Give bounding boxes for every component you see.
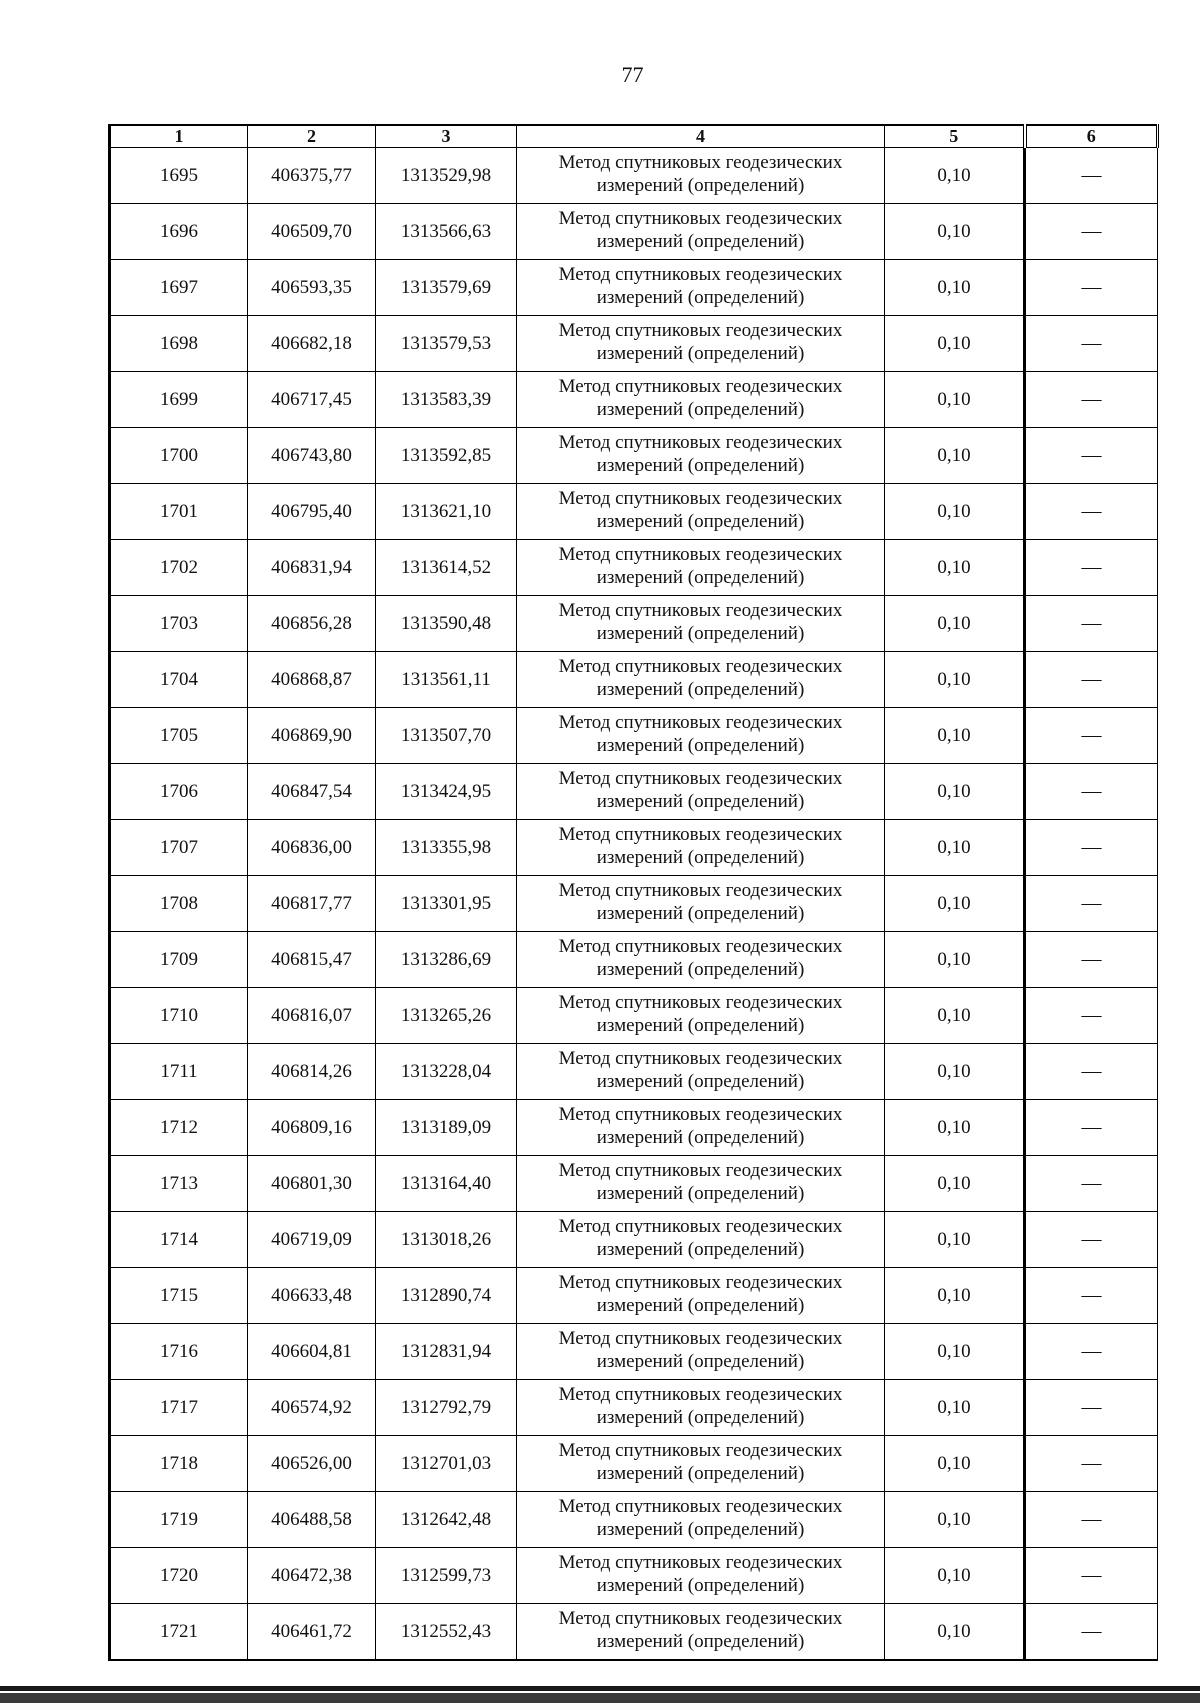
- accuracy-cell: 0,10: [885, 764, 1025, 820]
- empty-dash: —: [1081, 612, 1102, 634]
- accuracy-cell: 0,10: [885, 1324, 1025, 1380]
- empty-dash: —: [1081, 1172, 1102, 1194]
- method-text-line-2: измерений (определений): [596, 1574, 805, 1596]
- table-row: [110, 1212, 1158, 1268]
- method-text-line-1: Метод спутниковых геодезических: [558, 543, 843, 565]
- method-cell: [517, 540, 885, 596]
- table-row: [110, 540, 1158, 596]
- point-number-cell: 1719: [110, 1492, 248, 1548]
- method-cell: [517, 260, 885, 316]
- coordinate-x-cell: 406816,07: [248, 988, 376, 1044]
- description-cell: [1025, 1212, 1158, 1268]
- coordinate-y-cell: 1312552,43: [376, 1604, 517, 1661]
- accuracy-cell: 0,10: [885, 932, 1025, 988]
- description-cell: [1025, 372, 1158, 428]
- coordinate-y-cell: 1312890,74: [376, 1268, 517, 1324]
- method-text-line-2: измерений (определений): [596, 1182, 805, 1204]
- coordinate-x-cell: 406814,26: [248, 1044, 376, 1100]
- point-number-cell: 1707: [110, 820, 248, 876]
- method-text-line-1: Метод спутниковых геодезических: [558, 1607, 843, 1629]
- method-text-line-1: Метод спутниковых геодезических: [558, 1551, 843, 1573]
- table-row: [110, 204, 1158, 260]
- coordinate-y-cell: 1313590,48: [376, 596, 517, 652]
- header-row: [110, 125, 1158, 148]
- description-cell: [1025, 484, 1158, 540]
- description-cell: [1025, 428, 1158, 484]
- coordinate-x-cell: 406574,92: [248, 1380, 376, 1436]
- coordinate-x-cell: 406509,70: [248, 204, 376, 260]
- method-cell: [517, 1548, 885, 1604]
- coordinate-y-cell: 1313355,98: [376, 820, 517, 876]
- point-number-cell: 1714: [110, 1212, 248, 1268]
- accuracy-cell: 0,10: [885, 1436, 1025, 1492]
- table-row: [110, 876, 1158, 932]
- accuracy-cell: 0,10: [885, 596, 1025, 652]
- method-text-line-1: Метод спутниковых геодезических: [558, 1103, 843, 1125]
- method-text-line-1: Метод спутниковых геодезических: [558, 1383, 843, 1405]
- accuracy-cell: 0,10: [885, 876, 1025, 932]
- accuracy-cell: 0,10: [885, 1604, 1025, 1661]
- description-cell: [1025, 596, 1158, 652]
- method-text-line-1: Метод спутниковых геодезических: [558, 319, 843, 341]
- table-row: [110, 1156, 1158, 1212]
- method-text-line-2: измерений (определений): [596, 398, 805, 420]
- description-cell: [1025, 1044, 1158, 1100]
- coordinates-table: [108, 124, 1159, 1661]
- description-cell: [1025, 1268, 1158, 1324]
- description-cell: [1025, 1492, 1158, 1548]
- description-cell: [1025, 1604, 1158, 1661]
- method-text-line-1: Метод спутниковых геодезических: [558, 1327, 843, 1349]
- method-cell: [517, 484, 885, 540]
- description-cell: [1025, 1324, 1158, 1380]
- table-row: [110, 260, 1158, 316]
- method-text-line-2: измерений (определений): [596, 454, 805, 476]
- empty-dash: —: [1081, 668, 1102, 690]
- coordinate-y-cell: 1313286,69: [376, 932, 517, 988]
- table-row: [110, 1604, 1158, 1661]
- coordinate-y-cell: 1313579,69: [376, 260, 517, 316]
- coordinate-x-cell: 406831,94: [248, 540, 376, 596]
- coordinate-y-cell: 1313018,26: [376, 1212, 517, 1268]
- table-row: [110, 1548, 1158, 1604]
- method-cell: [517, 1212, 885, 1268]
- method-text-line-1: Метод спутниковых геодезических: [558, 1439, 843, 1461]
- method-cell: [517, 1380, 885, 1436]
- empty-dash: —: [1081, 220, 1102, 242]
- coordinate-y-cell: 1312701,03: [376, 1436, 517, 1492]
- table-row: [110, 988, 1158, 1044]
- empty-dash: —: [1081, 1340, 1102, 1362]
- accuracy-cell: 0,10: [885, 316, 1025, 372]
- table-row: [110, 1436, 1158, 1492]
- method-text-line-1: Метод спутниковых геодезических: [558, 375, 843, 397]
- empty-dash: —: [1081, 948, 1102, 970]
- coordinate-y-cell: 1313614,52: [376, 540, 517, 596]
- coordinate-x-cell: 406472,38: [248, 1548, 376, 1604]
- accuracy-cell: 0,10: [885, 148, 1025, 204]
- method-cell: [517, 1436, 885, 1492]
- description-cell: [1025, 1380, 1158, 1436]
- method-text-line-1: Метод спутниковых геодезических: [558, 1495, 843, 1517]
- method-text-line-2: измерений (определений): [596, 734, 805, 756]
- method-text-line-1: Метод спутниковых геодезических: [558, 711, 843, 733]
- table-row: [110, 932, 1158, 988]
- coordinate-y-cell: 1313301,95: [376, 876, 517, 932]
- method-text-line-2: измерений (определений): [596, 790, 805, 812]
- empty-dash: —: [1081, 1004, 1102, 1026]
- table-row: [110, 148, 1158, 204]
- method-text-line-1: Метод спутниковых геодезических: [558, 1159, 843, 1181]
- table-row: [110, 484, 1158, 540]
- coordinate-y-cell: 1313529,98: [376, 148, 517, 204]
- point-number-cell: 1699: [110, 372, 248, 428]
- point-number-cell: 1704: [110, 652, 248, 708]
- coordinate-x-cell: 406375,77: [248, 148, 376, 204]
- coordinate-x-cell: 406795,40: [248, 484, 376, 540]
- method-cell: [517, 372, 885, 428]
- table-header: [110, 125, 1158, 148]
- coordinate-y-cell: 1313592,85: [376, 428, 517, 484]
- coordinate-y-cell: 1313507,70: [376, 708, 517, 764]
- method-text-line-2: измерений (определений): [596, 1126, 805, 1148]
- point-number-cell: 1715: [110, 1268, 248, 1324]
- coordinate-x-cell: 406868,87: [248, 652, 376, 708]
- method-cell: [517, 932, 885, 988]
- coordinate-x-cell: 406682,18: [248, 316, 376, 372]
- table-row: [110, 652, 1158, 708]
- method-text-line-1: Метод спутниковых геодезических: [558, 767, 843, 789]
- method-text-line-2: измерений (определений): [596, 1294, 805, 1316]
- description-cell: [1025, 1548, 1158, 1604]
- method-text-line-2: измерений (определений): [596, 1014, 805, 1036]
- coordinate-x-cell: 406847,54: [248, 764, 376, 820]
- empty-dash: —: [1081, 836, 1102, 858]
- empty-dash: —: [1081, 276, 1102, 298]
- accuracy-cell: 0,10: [885, 260, 1025, 316]
- coordinate-y-cell: 1313579,53: [376, 316, 517, 372]
- table-row: [110, 1324, 1158, 1380]
- point-number-cell: 1711: [110, 1044, 248, 1100]
- method-cell: [517, 1156, 885, 1212]
- coordinate-y-cell: 1313164,40: [376, 1156, 517, 1212]
- coordinate-x-cell: 406593,35: [248, 260, 376, 316]
- method-text-line-1: Метод спутниковых геодезических: [558, 207, 843, 229]
- point-number-cell: 1709: [110, 932, 248, 988]
- coordinate-x-cell: 406461,72: [248, 1604, 376, 1661]
- table-row: [110, 1492, 1158, 1548]
- coordinate-x-cell: 406526,00: [248, 1436, 376, 1492]
- empty-dash: —: [1081, 1508, 1102, 1530]
- method-text-line-2: измерений (определений): [596, 1350, 805, 1372]
- empty-dash: —: [1081, 332, 1102, 354]
- header-col-3: 3: [376, 125, 517, 148]
- coordinate-y-cell: 1313621,10: [376, 484, 517, 540]
- point-number-cell: 1700: [110, 428, 248, 484]
- point-number-cell: 1718: [110, 1436, 248, 1492]
- point-number-cell: 1701: [110, 484, 248, 540]
- table-row: [110, 428, 1158, 484]
- empty-dash: —: [1081, 556, 1102, 578]
- method-cell: [517, 596, 885, 652]
- method-text-line-1: Метод спутниковых геодезических: [558, 1047, 843, 1069]
- method-cell: [517, 204, 885, 260]
- empty-dash: —: [1081, 164, 1102, 186]
- header-col-6: 6: [1025, 125, 1158, 148]
- method-text-line-1: Метод спутниковых геодезических: [558, 151, 843, 173]
- empty-dash: —: [1081, 444, 1102, 466]
- method-cell: [517, 1100, 885, 1156]
- method-text-line-2: измерений (определений): [596, 1070, 805, 1092]
- description-cell: [1025, 988, 1158, 1044]
- accuracy-cell: 0,10: [885, 540, 1025, 596]
- scan-edge-line: [0, 1686, 1200, 1691]
- method-text-line-2: измерений (определений): [596, 566, 805, 588]
- method-text-line-2: измерений (определений): [596, 622, 805, 644]
- point-number-cell: 1702: [110, 540, 248, 596]
- empty-dash: —: [1081, 780, 1102, 802]
- point-number-cell: 1703: [110, 596, 248, 652]
- method-cell: [517, 1492, 885, 1548]
- coordinate-y-cell: 1313189,09: [376, 1100, 517, 1156]
- coordinate-x-cell: 406604,81: [248, 1324, 376, 1380]
- accuracy-cell: 0,10: [885, 1100, 1025, 1156]
- method-cell: [517, 708, 885, 764]
- method-text-line-1: Метод спутниковых геодезических: [558, 263, 843, 285]
- method-text-line-2: измерений (определений): [596, 286, 805, 308]
- point-number-cell: 1708: [110, 876, 248, 932]
- point-number-cell: 1721: [110, 1604, 248, 1661]
- method-cell: [517, 148, 885, 204]
- header-col-5: 5: [885, 125, 1025, 148]
- point-number-cell: 1705: [110, 708, 248, 764]
- method-text-line-1: Метод спутниковых геодезических: [558, 879, 843, 901]
- table-row: [110, 316, 1158, 372]
- accuracy-cell: 0,10: [885, 708, 1025, 764]
- method-text-line-1: Метод спутниковых геодезических: [558, 431, 843, 453]
- accuracy-cell: 0,10: [885, 1268, 1025, 1324]
- table-row: [110, 596, 1158, 652]
- method-text-line-2: измерений (определений): [596, 678, 805, 700]
- point-number-cell: 1697: [110, 260, 248, 316]
- point-number-cell: 1696: [110, 204, 248, 260]
- coordinate-y-cell: 1312792,79: [376, 1380, 517, 1436]
- accuracy-cell: 0,10: [885, 204, 1025, 260]
- method-cell: [517, 876, 885, 932]
- method-text-line-2: измерений (определений): [596, 174, 805, 196]
- accuracy-cell: 0,10: [885, 820, 1025, 876]
- method-text-line-1: Метод спутниковых геодезических: [558, 599, 843, 621]
- point-number-cell: 1717: [110, 1380, 248, 1436]
- method-text-line-2: измерений (определений): [596, 1238, 805, 1260]
- accuracy-cell: 0,10: [885, 652, 1025, 708]
- table-row: [110, 820, 1158, 876]
- method-cell: [517, 316, 885, 372]
- method-text-line-1: Метод спутниковых геодезических: [558, 487, 843, 509]
- method-cell: [517, 764, 885, 820]
- scan-edge-band: [0, 1693, 1200, 1703]
- coordinate-x-cell: 406633,48: [248, 1268, 376, 1324]
- method-cell: [517, 988, 885, 1044]
- description-cell: [1025, 204, 1158, 260]
- coordinate-x-cell: 406815,47: [248, 932, 376, 988]
- description-cell: [1025, 764, 1158, 820]
- method-text-line-2: измерений (определений): [596, 510, 805, 532]
- empty-dash: —: [1081, 1452, 1102, 1474]
- point-number-cell: 1706: [110, 764, 248, 820]
- coordinate-x-cell: 406869,90: [248, 708, 376, 764]
- point-number-cell: 1710: [110, 988, 248, 1044]
- coordinate-x-cell: 406719,09: [248, 1212, 376, 1268]
- coordinate-x-cell: 406743,80: [248, 428, 376, 484]
- empty-dash: —: [1081, 1116, 1102, 1138]
- empty-dash: —: [1081, 1228, 1102, 1250]
- table-row: [110, 1044, 1158, 1100]
- page-number: 77: [621, 62, 644, 87]
- method-text-line-2: измерений (определений): [596, 902, 805, 924]
- point-number-cell: 1716: [110, 1324, 248, 1380]
- method-cell: [517, 1604, 885, 1661]
- coordinate-x-cell: 406836,00: [248, 820, 376, 876]
- description-cell: [1025, 876, 1158, 932]
- coordinate-y-cell: 1312599,73: [376, 1548, 517, 1604]
- method-text-line-1: Метод спутниковых геодезических: [558, 1215, 843, 1237]
- point-number-cell: 1712: [110, 1100, 248, 1156]
- description-cell: [1025, 1156, 1158, 1212]
- description-cell: [1025, 1100, 1158, 1156]
- header-col-1: 1: [110, 125, 248, 148]
- table-row: [110, 1380, 1158, 1436]
- coordinate-x-cell: 406856,28: [248, 596, 376, 652]
- empty-dash: —: [1081, 892, 1102, 914]
- table-row: [110, 1268, 1158, 1324]
- table-row: [110, 372, 1158, 428]
- accuracy-cell: 0,10: [885, 1156, 1025, 1212]
- method-cell: [517, 1044, 885, 1100]
- empty-dash: —: [1081, 1060, 1102, 1082]
- point-number-cell: 1713: [110, 1156, 248, 1212]
- coordinate-y-cell: 1313228,04: [376, 1044, 517, 1100]
- accuracy-cell: 0,10: [885, 988, 1025, 1044]
- point-number-cell: 1698: [110, 316, 248, 372]
- table-row: [110, 1100, 1158, 1156]
- method-text-line-2: измерений (определений): [596, 1630, 805, 1652]
- empty-dash: —: [1081, 1564, 1102, 1586]
- table-row: [110, 708, 1158, 764]
- method-text-line-1: Метод спутниковых геодезических: [558, 823, 843, 845]
- coordinate-x-cell: 406809,16: [248, 1100, 376, 1156]
- coordinate-y-cell: 1312831,94: [376, 1324, 517, 1380]
- description-cell: [1025, 652, 1158, 708]
- description-cell: [1025, 932, 1158, 988]
- accuracy-cell: 0,10: [885, 1380, 1025, 1436]
- method-text-line-2: измерений (определений): [596, 230, 805, 252]
- coordinate-y-cell: 1312642,48: [376, 1492, 517, 1548]
- point-number-cell: 1695: [110, 148, 248, 204]
- point-number-cell: 1720: [110, 1548, 248, 1604]
- coordinate-x-cell: 406717,45: [248, 372, 376, 428]
- accuracy-cell: 0,10: [885, 428, 1025, 484]
- description-cell: [1025, 148, 1158, 204]
- accuracy-cell: 0,10: [885, 1492, 1025, 1548]
- description-cell: [1025, 260, 1158, 316]
- table-body: [110, 148, 1158, 1661]
- table-row: [110, 764, 1158, 820]
- empty-dash: —: [1081, 1620, 1102, 1642]
- method-cell: [517, 428, 885, 484]
- description-cell: [1025, 708, 1158, 764]
- coordinate-x-cell: 406488,58: [248, 1492, 376, 1548]
- header-col-2: 2: [248, 125, 376, 148]
- coordinate-x-cell: 406801,30: [248, 1156, 376, 1212]
- method-text-line-2: измерений (определений): [596, 1462, 805, 1484]
- empty-dash: —: [1081, 500, 1102, 522]
- method-text-line-2: измерений (определений): [596, 958, 805, 980]
- method-cell: [517, 820, 885, 876]
- coordinate-y-cell: 1313424,95: [376, 764, 517, 820]
- accuracy-cell: 0,10: [885, 484, 1025, 540]
- method-cell: [517, 1324, 885, 1380]
- coordinate-y-cell: 1313265,26: [376, 988, 517, 1044]
- description-cell: [1025, 316, 1158, 372]
- coordinate-y-cell: 1313566,63: [376, 204, 517, 260]
- description-cell: [1025, 540, 1158, 596]
- accuracy-cell: 0,10: [885, 1548, 1025, 1604]
- accuracy-cell: 0,10: [885, 1044, 1025, 1100]
- method-cell: [517, 1268, 885, 1324]
- method-text-line-1: Метод спутниковых геодезических: [558, 991, 843, 1013]
- header-col-4: 4: [517, 125, 885, 148]
- method-text-line-2: измерений (определений): [596, 846, 805, 868]
- coordinate-y-cell: 1313583,39: [376, 372, 517, 428]
- empty-dash: —: [1081, 1284, 1102, 1306]
- description-cell: [1025, 820, 1158, 876]
- empty-dash: —: [1081, 1396, 1102, 1418]
- accuracy-cell: 0,10: [885, 1212, 1025, 1268]
- method-cell: [517, 652, 885, 708]
- method-text-line-1: Метод спутниковых геодезических: [558, 655, 843, 677]
- method-text-line-1: Метод спутниковых геодезических: [558, 935, 843, 957]
- method-text-line-2: измерений (определений): [596, 1518, 805, 1540]
- method-text-line-2: измерений (определений): [596, 342, 805, 364]
- method-text-line-1: Метод спутниковых геодезических: [558, 1271, 843, 1293]
- empty-dash: —: [1081, 388, 1102, 410]
- accuracy-cell: 0,10: [885, 372, 1025, 428]
- coordinate-x-cell: 406817,77: [248, 876, 376, 932]
- method-text-line-2: измерений (определений): [596, 1406, 805, 1428]
- coordinate-y-cell: 1313561,11: [376, 652, 517, 708]
- empty-dash: —: [1081, 724, 1102, 746]
- description-cell: [1025, 1436, 1158, 1492]
